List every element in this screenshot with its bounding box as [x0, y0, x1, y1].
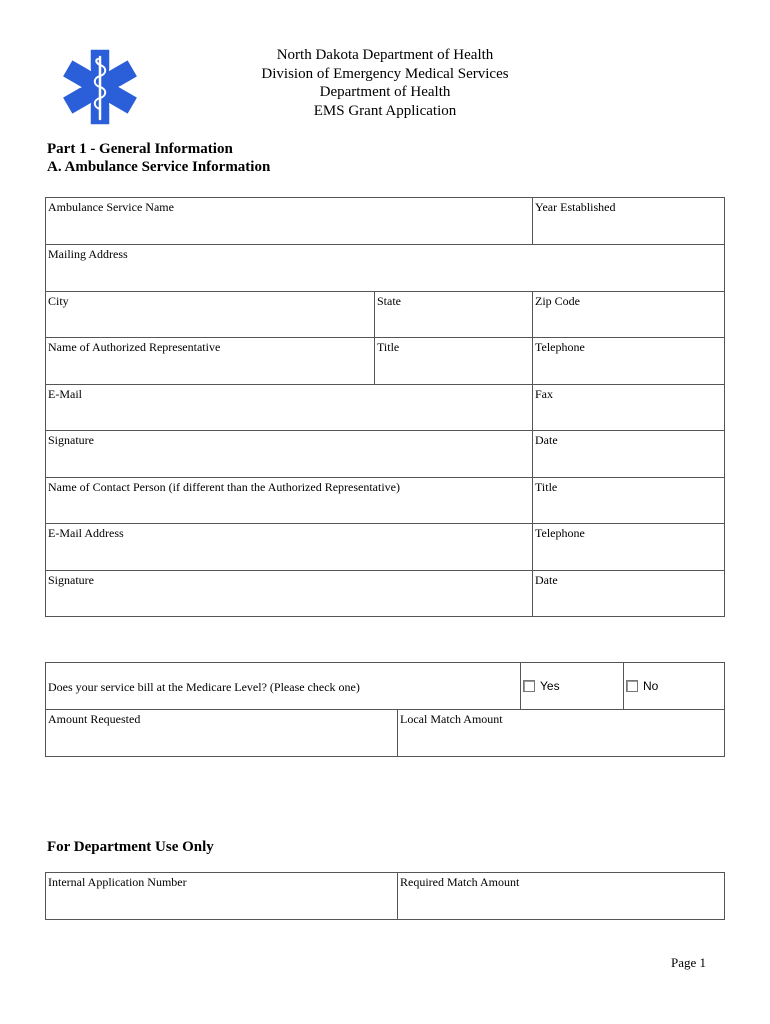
star-of-life-icon [60, 47, 140, 127]
page-number: Page 1 [670, 955, 706, 970]
local-match-amount-field[interactable]: Local Match Amount [397, 710, 724, 756]
part1-title: Part 1 - General Information [47, 141, 233, 157]
state-field[interactable]: State [374, 292, 532, 337]
billing-form [45, 662, 725, 757]
header-line-form-title: EMS Grant Application [313, 102, 457, 119]
form-row [46, 244, 724, 291]
contact-signature-field[interactable]: Signature [48, 573, 94, 587]
form-row [46, 663, 724, 709]
mailing-address-field[interactable]: Mailing Address [48, 247, 128, 261]
no-label: No [643, 679, 659, 693]
authorized-rep-name-field[interactable]: Name of Authorized Representative [48, 340, 221, 354]
yes-checkbox[interactable] [523, 680, 535, 692]
department-use-title: For Department Use Only [47, 839, 214, 855]
header-line-department: Department of Health [319, 84, 451, 101]
required-match-amount-field[interactable]: Required Match Amount [397, 873, 724, 919]
star-of-life-logo [60, 47, 140, 127]
year-established-field[interactable]: Year Established [532, 198, 724, 244]
contact-telephone-field[interactable]: Telephone [532, 524, 724, 570]
department-use-form [45, 872, 725, 920]
form-row [46, 198, 724, 244]
contact-email-field[interactable]: E-Mail Address [48, 526, 124, 540]
form-row [46, 873, 724, 919]
form-row [46, 430, 724, 477]
ambulance-service-name-field[interactable]: Ambulance Service Name [48, 200, 174, 214]
authorized-rep-telephone-field[interactable]: Telephone [532, 338, 724, 384]
yes-option[interactable] [520, 663, 623, 709]
form-row [46, 523, 724, 570]
no-checkbox[interactable] [626, 680, 638, 692]
document-header [200, 46, 570, 120]
header-line-division: Division of Emergency Medical Services [261, 65, 509, 82]
service-info-form [45, 197, 725, 617]
fax-field[interactable]: Fax [532, 385, 724, 430]
amount-requested-field[interactable]: Amount Requested [48, 712, 141, 726]
form-row [46, 337, 724, 384]
form-row [46, 570, 724, 616]
date-field[interactable]: Date [532, 431, 724, 477]
contact-date-field[interactable]: Date [532, 571, 724, 616]
email-field[interactable]: E-Mail [48, 387, 82, 401]
no-option[interactable] [623, 663, 724, 709]
contact-person-name-field[interactable]: Name of Contact Person (if different than the Authorized Representative) [48, 480, 400, 494]
contact-title-field[interactable]: Title [532, 478, 724, 523]
authorized-rep-title-field[interactable]: Title [374, 338, 532, 384]
part1-subtitle: A. Ambulance Service Information [47, 159, 271, 175]
header-line-agency: North Dakota Department of Health [276, 47, 494, 63]
form-row [46, 384, 724, 430]
city-field[interactable]: City [48, 294, 69, 308]
medicare-question-label: Does your service bill at the Medicare Level? (Please check one) [48, 680, 360, 694]
form-row [46, 709, 724, 756]
form-row [46, 291, 724, 337]
zip-code-field[interactable]: Zip Code [532, 292, 724, 337]
form-row [46, 477, 724, 523]
yes-label: Yes [540, 679, 560, 693]
internal-application-number-field[interactable]: Internal Application Number [48, 875, 187, 889]
signature-field[interactable]: Signature [48, 433, 94, 447]
